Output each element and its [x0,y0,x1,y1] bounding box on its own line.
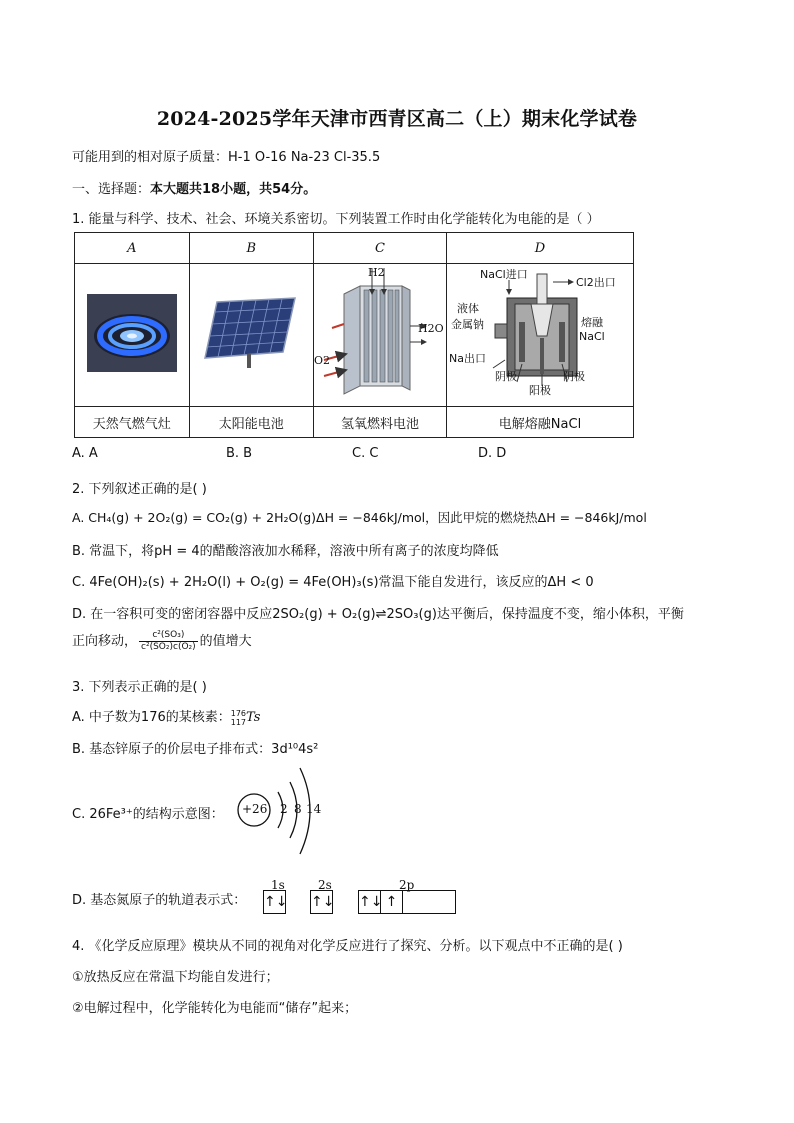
o2-label: O2 [313,354,331,367]
orbital-2s: ↑↓ [310,890,333,914]
section-label: 一、选择题： [72,182,151,197]
solar-panel-image [189,264,313,407]
q1-device-table [74,232,634,438]
q2-d-numerator: c²(SO₃) [139,630,198,642]
anode-label: 阳极 [529,384,551,397]
electrolysis-figure [447,264,634,407]
orbital-label-1s: 1s [271,878,285,892]
q2-option-a: A. CH₄(g) + 2O₂(g) = CO₂(g) + 2H₂O(g)ΔH = −846kJ/mol，因此甲烷的燃烧热ΔH = −846kJ/mol [72,510,647,525]
q2-d-suffix: 的值增大 [199,634,252,649]
q3-option-b: B. 基态锌原子的价层电子排布式：3d¹⁰4s² [72,742,319,757]
header-d: D [447,233,634,264]
h2-label: H2 [367,266,385,279]
orbital-2p-2: ↑ [380,890,403,914]
q2-option-c: C. 4Fe(OH)₂(s) + 2H₂O(l) + O₂(g) = 4Fe(OH)₃(s)常温下能自发进行，该反应的ΔH < 0 [72,575,594,590]
fe-shell-2: 8 [294,802,302,816]
q2-stem: 2. 下列叙述正确的是( ) [72,482,207,497]
gas-stove-image [75,264,190,407]
header-c: C [313,233,446,264]
atomic-mass-note: 可能用到的相对原子质量：H-1 O-16 Na-23 Cl-35.5 [72,150,381,165]
cathode-left-label: 阴极 [495,370,517,383]
liquid-na-label-1: 液体 [457,302,479,315]
q3-option-a [72,706,260,727]
caption-a: 天然气燃气灶 [75,407,190,438]
q4-stem: 4. 《化学反应原理》模块从不同的视角对化学反应进行了探究、分析。以下观点中不正确的是( ) [72,939,623,954]
q3-option-c: C. 26Fe³⁺的结构示意图： [72,807,224,822]
caption-b: 太阳能电池 [189,407,313,438]
fuel-cell-figure [313,264,446,407]
q4-statement-1: ①放热反应在常温下均能自发进行； [72,970,279,985]
h2o-label: H2O [417,322,444,335]
liquid-na-label-2: 金属钠 [451,318,484,331]
caption-d: 电解熔融NaCl [447,407,634,438]
q2-option-d-line2 [72,630,252,653]
q3-a-text: A. 中子数为176的某核素： [72,710,231,725]
q2-option-b: B. 常温下，将pH = 4的醋酸溶液加水稀释，溶液中所有离子的浓度均降低 [72,544,499,559]
fe-shell-1: 2 [280,802,288,816]
page-title: 2024-2025学年天津市西青区高二（上）期末化学试卷 [156,108,638,130]
q3-a-symbol: Ts [246,710,261,725]
cathode-right-label: 阴极 [563,370,585,383]
header-a: A [75,233,190,264]
orbital-label-2s: 2s [318,878,332,892]
fe-structure-diagram [234,762,334,862]
nacl-inlet-label: NaCl进口 [480,268,528,281]
q2-option-d-line1: D. 在一容积可变的密闭容器中反应2SO₂(g) + O₂(g)⇌2SO₃(g)达平衡后，保持温度不变，缩小体积，平衡 [72,607,684,622]
caption-c: 氢氧燃料电池 [313,407,446,438]
fe-nucleus-label: +26 [242,802,268,816]
q1-option-c: C. C [352,446,379,461]
section-desc: 本大题共18小题，共54分。 [150,182,317,197]
q3-option-d: D. 基态氮原子的轨道表示式： [72,893,247,908]
molten-label-2: NaCl [579,330,605,343]
q3-stem: 3. 下列表示正确的是( ) [72,680,207,695]
q3-a-z: 117 [230,717,247,727]
orbital-2p-3 [402,890,456,914]
q2-d-fraction [139,630,198,653]
section-heading [72,178,316,197]
q3-a-nuclide [231,709,246,727]
molten-label-1: 熔融 [581,316,603,329]
q1-option-a: A. A [72,446,98,461]
q2-d-denominator: c²(SO₂)c(O₂) [141,642,196,652]
orbital-label-2p: 2p [399,878,415,892]
orbital-2p-1: ↑↓ [358,890,381,914]
cl2-outlet-label: Cl2出口 [576,276,616,289]
fe-shell-3: 14 [306,802,322,816]
q2-d-prefix: 正向移动， [72,634,138,649]
orbital-1s: ↑↓ [263,890,286,914]
na-outlet-label: Na出口 [449,352,486,365]
q1-stem: 1. 能量与科学、技术、社会、环境关系密切。下列装置工作时由化学能转化为电能的是（ ） [72,212,600,227]
q4-statement-2: ②电解过程中，化学能转化为电能而“储存”起来； [72,1001,358,1016]
q3-a-mass: 176 [230,708,247,718]
q1-option-d: D. D [478,446,507,461]
header-b: B [189,233,313,264]
q1-option-b: B. B [226,446,253,461]
